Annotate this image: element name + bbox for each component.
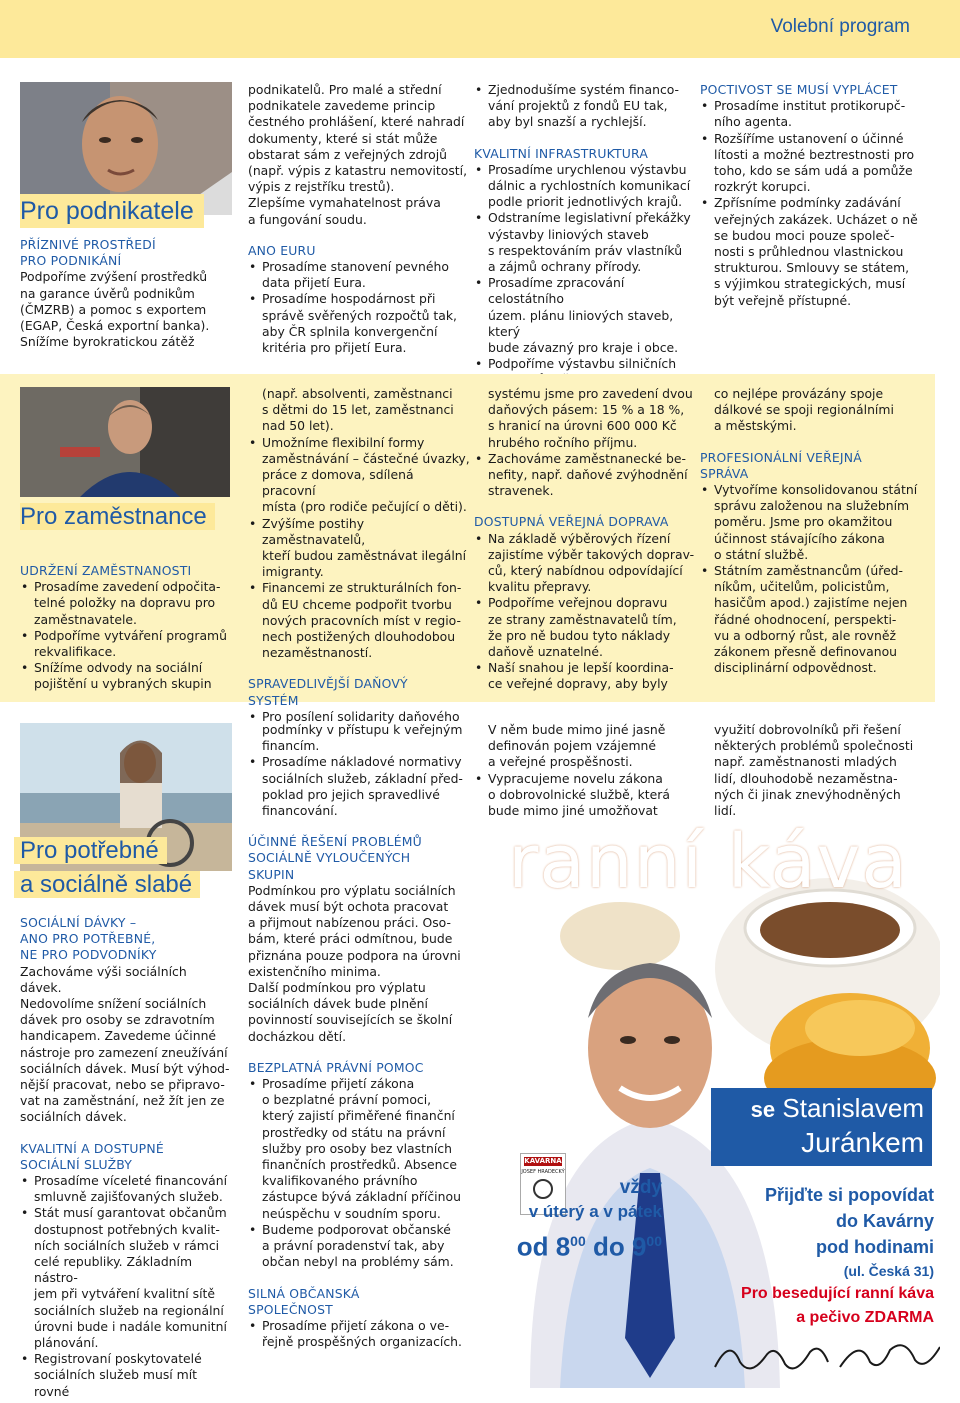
offer-line: a pečivo ZDARMA	[796, 1309, 934, 1326]
text-line: podnikatele zavedeme princip	[248, 98, 436, 114]
employees-list-2	[248, 435, 470, 662]
header-bar	[0, 0, 960, 58]
business-intro	[20, 237, 230, 350]
euro-list	[248, 259, 470, 356]
list-item: • Vypracujeme novelu zákona o dobrovolnické službě, která bude mimo jiné umožňovat	[488, 771, 696, 820]
text-line: sociálních dávek.	[20, 1109, 127, 1125]
social-col-2	[248, 722, 470, 1350]
benefits-list	[474, 451, 696, 500]
text-line: např. zaměstnanosti mladých	[714, 754, 897, 770]
list-item: • Prosadíme přijetí zákona o bezplatné právní pomoci, který zajistí přiměřené finanční prostředky od státu na právní služby pro osoby bez vlastních finančních prostředků. Absence kvalifikovaného právního zástupce bývá základní příčinou neúspěchu v soudním sporu.	[262, 1076, 470, 1222]
legal-aid-heading: BEZPLATNÁ PRÁVNÍ POMOC	[248, 1059, 424, 1075]
text-line: některých problémů společnosti	[714, 738, 914, 754]
text-line: obstarat sám z veřejných zdrojů	[248, 146, 448, 162]
list-item: • Prosadíme stanovení pevného data přijetí Eura.	[262, 259, 470, 291]
list-item: • Na základě výběrových řízení zajistíme výběr takových doprav- ců, který nabídnou odpovídající kvalitu přepravy.	[488, 531, 696, 596]
infrastructure-heading: KVALITNÍ INFRASTRUKTURA	[474, 145, 649, 161]
list-item: • Prosadíme hospodárnost při správě svěřených rozpočtů tak, aby ČR splnila konvergenční kritéria pro přijetí Eura.	[262, 291, 470, 356]
text-line: lidí.	[714, 803, 737, 819]
social-col-3	[474, 722, 696, 819]
business-col-4	[700, 82, 930, 309]
list-item: • Prosadíme víceleté financování smluvně zajišťovaných služeb.	[34, 1173, 232, 1205]
list-item: • Zachováme zaměstnanecké be- nefity, např. daňové zvýhodnění stravenek.	[488, 451, 696, 500]
text-line: hrubého ročního příjmu.	[488, 434, 638, 450]
eu-funds-list	[474, 82, 696, 131]
text-line: (např. absolventi, zaměstnanci	[262, 386, 453, 401]
text-line: (např. výpis z katastru nemovitostí,	[248, 163, 468, 179]
intro-heading-2: PRO PODNIKÁNÍ	[20, 253, 122, 269]
text-line: dávek pro osoby se zdravotním	[20, 1012, 215, 1028]
list-item: • Podpoříme výstavbu silničních	[488, 356, 696, 388]
excluded-heading-1: ÚČINNÉ ŘEŠENÍ PROBLÉMŮ	[248, 834, 422, 850]
tax-heading-2: SYSTÉM	[248, 692, 299, 708]
text-line: financím.	[262, 738, 320, 754]
text-line: bám, které práci odmítnou, bude	[248, 931, 453, 947]
schedule-time: od $8^{00}$ do $9^{00}$	[516, 1231, 662, 1262]
tax-heading-1: SPRAVEDLIVĚJŠÍ DAŇOVÝ	[248, 676, 408, 692]
text-line: využití dobrovolníků při řešení	[714, 722, 901, 737]
excluded-heading-2: SOCIÁLNĚ VYLOUČENÝCH	[248, 850, 411, 866]
list-item: • Pro posílení solidarity daňového	[262, 709, 470, 725]
text-line: handicapem. Zavedeme účinné	[20, 1028, 217, 1044]
list-item: • Snížíme odvody na sociální pojištění u vybraných skupin	[34, 660, 230, 692]
civil-society-heading-1: SILNÁ OBČANSKÁ	[248, 1285, 360, 1301]
list-item: • Prosadíme zpracování celostátního územ. plánu liniových staveb, který bude závazný pro kraje i obce.	[488, 275, 696, 356]
schedule-days: v úterý a v pátek	[528, 1202, 662, 1221]
text-line: Podmínkou pro výplatu sociálních	[248, 882, 456, 898]
text-line: s hranicí na úrovni 600 000 Kč	[488, 418, 677, 434]
text-line: a fungování soudu.	[248, 211, 367, 227]
text-line: dávek musí být ochota pracovat	[248, 899, 449, 915]
list-item: • Odstraníme legislativní překážky výstavby liniových staveb s respektováním práv vlastníků a zájmů ochrany přírody.	[488, 210, 696, 275]
benefits-heading-3: NE PRO PODVODNÍKY	[20, 947, 157, 963]
benefits-heading-1: SOCIÁLNÍ DÁVKY –	[20, 915, 137, 930]
text-line: sociálních dávek bude plnění	[248, 996, 428, 1012]
offer-line: Pro besedující ranní káva	[741, 1285, 934, 1302]
cafe-sign-label: KAVÁRNA	[524, 1157, 562, 1165]
signature-icon	[710, 1332, 940, 1382]
address: (ul. Česká 31)	[843, 1263, 934, 1279]
text-line: Nedovolíme snížení sociálních	[20, 996, 207, 1012]
text-line: V něm bude mimo jiné jasně	[488, 722, 666, 737]
admin-list	[700, 482, 930, 676]
section-title-business	[20, 194, 204, 228]
name-prefix: se	[750, 1097, 776, 1122]
list-item: • Stát musí garantovat občanům dostupnost potřebných kvalit- ních sociálních služeb v rámci celé republiky. Základním nástro- jem při vytváření kvalitní sítě sociálních služeb na regionální úrovni bude i nadále komunitní plánování.	[34, 1205, 232, 1351]
text-line: lidí, dlouhodobě nezaměstna-	[714, 770, 898, 786]
section-title-social-line1: Pro potřebné	[14, 837, 167, 864]
honesty-heading: POCTIVOST SE MUSÍ VYPLÁCET	[700, 82, 898, 97]
list-item: • Zjednodušíme systém financo- vání projektů z fondů EU tak, aby byl snazší a rychlejší.	[488, 82, 696, 131]
text-line: docházkou dětí.	[248, 1028, 347, 1044]
list-item: • Zpřísníme podmínky zadávání veřejných zakázek. Ucházet o ně se budou moci pouze společ- nosti s průhlednou vlastnickou strukturou. Smlouvy se státem, s výjimkou strategických, musí být veřejně přístupné.	[714, 195, 930, 308]
intro-line: na garance úvěrů podnikům	[20, 285, 195, 301]
section-title-business-text: Pro podnikatele	[20, 194, 204, 228]
section-title-social	[14, 834, 200, 902]
invite-line: Přijďte si popovídat	[765, 1185, 934, 1205]
list-item: • Státním zaměstnancům (úřed- níkům, učitelům, policistům, hasičům apod.) zajistíme nejen řádné ohodnocení, perspekti- vu a odborný růst, ale rovněž zákonem přesně definovanou disciplinární odpovědnost.	[714, 563, 930, 676]
admin-heading-2: SPRÁVA	[700, 465, 749, 481]
norms-list	[248, 754, 470, 819]
text-line: podnikatelů. Pro malé a střední	[248, 82, 442, 97]
list-item: • Rozšíříme ustanovení o účinné lítosti a možné beztrestnosti pro toho, kdo se sám udá a pomůže rozkrýt korupci.	[714, 131, 930, 196]
intro-line: Snížíme byrokratickou zátěž	[20, 334, 195, 350]
admin-heading-1: PROFESIONÁLNÍ VEŘEJNÁ	[700, 449, 862, 465]
schedule-always: vždy	[619, 1177, 662, 1198]
text-line: nější pracovat, nebo se připravo-	[20, 1077, 225, 1093]
list-item: • Registrovaní poskytovatelé sociálních služeb musí mít rovné	[34, 1351, 232, 1400]
list-item: • Zvýšíme postihy zaměstnavatelů, kteří budou zaměstnávat ilegální imigranty.	[262, 516, 470, 581]
text-line: vat na zaměstnání, než žít jen ze	[20, 1093, 225, 1109]
cafe-sign-sub: JOSEF HRADECKÝ	[521, 1169, 565, 1175]
worker-illustration	[20, 387, 230, 497]
text-line: definován pojem vzájemné	[488, 738, 657, 754]
business-col-2	[248, 82, 470, 356]
honesty-list	[700, 98, 930, 309]
list-item: • Budeme podporovat občanské a právní poradenství tak, aby občan nebyl na problémy sám.	[262, 1222, 470, 1271]
employment-heading: UDRŽENÍ ZAMĚSTNANOSTI	[20, 563, 192, 578]
list-item: • Prosadíme urychlenou výstavbu dálnic a rychlostních komunikací podle priorit jednotlivých krajů.	[488, 162, 696, 211]
text-line: a přijmout nabízenou práci. Oso-	[248, 915, 451, 931]
employees-col-4	[700, 386, 930, 676]
legal-aid-list	[248, 1076, 470, 1270]
invite-line: do Kavárny	[835, 1211, 934, 1231]
civil-society-list	[248, 1318, 470, 1350]
list-item: • Prosadíme přijetí zákona o ve- řejně prospěšných organizacích.	[262, 1318, 470, 1350]
employees-col-1	[20, 563, 230, 693]
services-list	[20, 1173, 232, 1400]
section-title-employees-text: Pro zaměstnance	[20, 503, 215, 530]
employees-col-3	[474, 386, 696, 693]
text-line: sociálních dávek. Musí být výhod-	[20, 1060, 230, 1076]
excluded-heading-3: SKUPIN	[248, 866, 295, 882]
first-name: Stanislavem	[782, 1093, 924, 1123]
text-line: nástroje pro zamezení zneužívání	[20, 1044, 228, 1060]
schedule	[510, 1176, 662, 1264]
text-line: systému jsme pro zavedení dvou	[488, 386, 693, 401]
social-col-4	[700, 722, 930, 819]
services-heading-1: KVALITNÍ A DOSTUPNÉ	[20, 1140, 164, 1156]
text-line: daňových pásem: 15 % a 18 %,	[488, 402, 685, 418]
list-item: • Podpoříme vytváření programů rekvalifikace.	[34, 628, 230, 660]
intro-line: (EGAP, Česká exportní banka).	[20, 318, 210, 334]
text-line: a městskými.	[714, 418, 797, 434]
employment-list	[20, 579, 230, 692]
text-line: s dětmi do 15 let, zaměstnanci	[262, 402, 454, 418]
list-item: • Naší snahou je lepší koordina- ce veřejné dopravy, aby byly	[488, 660, 696, 692]
list-item: • Vytvoříme konsolidovanou státní správu založenou na služebním poměru. Jsme pro okamžitou účinnost stávajícího zákona o státní službě.	[714, 482, 930, 563]
benefits-heading-2: ANO PRO POTŘEBNÉ,	[20, 931, 156, 947]
speaker-name	[711, 1088, 932, 1166]
business-col-3	[474, 82, 696, 389]
list-item: • Financemi ze strukturálních fon- dů EU chceme podpořit tvorbu nových pracovních míst v regio- nech postižených dlouhodobou nezaměstnaností.	[262, 580, 470, 661]
text-line: přiznána pouze podpora na úrovni	[248, 947, 461, 963]
text-line: Zlepšíme vymahatelnost práva	[248, 195, 441, 211]
invitation	[741, 1182, 934, 1330]
social-col-1	[20, 915, 232, 1400]
list-item: • Prosadíme institut protikorupč- ního agenta.	[714, 98, 930, 130]
list-item: • Umožníme flexibilní formy zaměstnávání – částečné úvazky, práce z domova, sdílená pracovní místa (pro rodiče pečující o děti).	[262, 435, 470, 516]
text-line: nad 50 let).	[262, 418, 334, 434]
text-line: dokumenty, které si stát může	[248, 130, 438, 146]
text-line: ných či jinak znevýhodněných	[714, 786, 901, 802]
last-name: Juránkem	[801, 1127, 924, 1158]
intro-line: Podpoříme zvýšení prostředků	[20, 269, 208, 285]
services-heading-2: SOCIÁLNÍ SLUŽBY	[20, 1156, 133, 1172]
employees-col-2	[248, 386, 470, 725]
civil-society-heading-2: SPOLEČNOST	[248, 1301, 333, 1317]
list-item: • Podpoříme veřejnou dopravu ze strany zaměstnavatelů tím, že pro ně budou tyto náklady daňově uznatelné.	[488, 595, 696, 660]
coffee-promo	[500, 818, 940, 1388]
section-title-social-line2: a sociálně slabé	[14, 871, 200, 898]
intro-heading-1: PŘÍZNIVÉ PROSTŘEDÍ	[20, 237, 156, 252]
transport-list	[474, 531, 696, 693]
section-title-employees	[20, 500, 215, 534]
invite-line: pod hodinami	[816, 1237, 934, 1257]
text-line: dálkové se spoji regionálními	[714, 402, 894, 418]
text-line: existenčního minima.	[248, 963, 381, 979]
text-line: výpis z rejstříku trestů).	[248, 179, 395, 195]
text-line: Další podmínkou pro výplatu	[248, 980, 426, 996]
text-line: čestného prohlášení, které nahradí	[248, 114, 465, 130]
promo-headline: ranní káva	[508, 819, 908, 905]
worker-photo	[20, 387, 230, 497]
text-line: co nejlépe provázány spoje	[714, 386, 884, 401]
volunteer-list	[474, 771, 696, 820]
text-line: Zachováme výši sociálních dávek.	[20, 963, 187, 995]
transport-heading: DOSTUPNÁ VEŘEJNÁ DOPRAVA	[474, 514, 669, 530]
list-item: • Prosadíme zavedení odpočita- telné položky na dopravu pro zaměstnavatele.	[34, 579, 230, 628]
infrastructure-list	[474, 162, 696, 389]
text-line: podmínky v přístupu k veřejným	[262, 722, 463, 737]
text-line: a veřejné prospěšnosti.	[488, 754, 633, 770]
list-item: • Prosadíme nákladové normativy sociálních služeb, základní před- poklad pro jejich spravedlivé financování.	[262, 754, 470, 819]
intro-line: (ČMZRB) a pomoc s exportem	[20, 301, 207, 317]
text-line: povinností souvisejících se školní	[248, 1012, 453, 1028]
euro-heading: ANO EURU	[248, 242, 316, 258]
header-title: Volební program	[770, 16, 910, 37]
